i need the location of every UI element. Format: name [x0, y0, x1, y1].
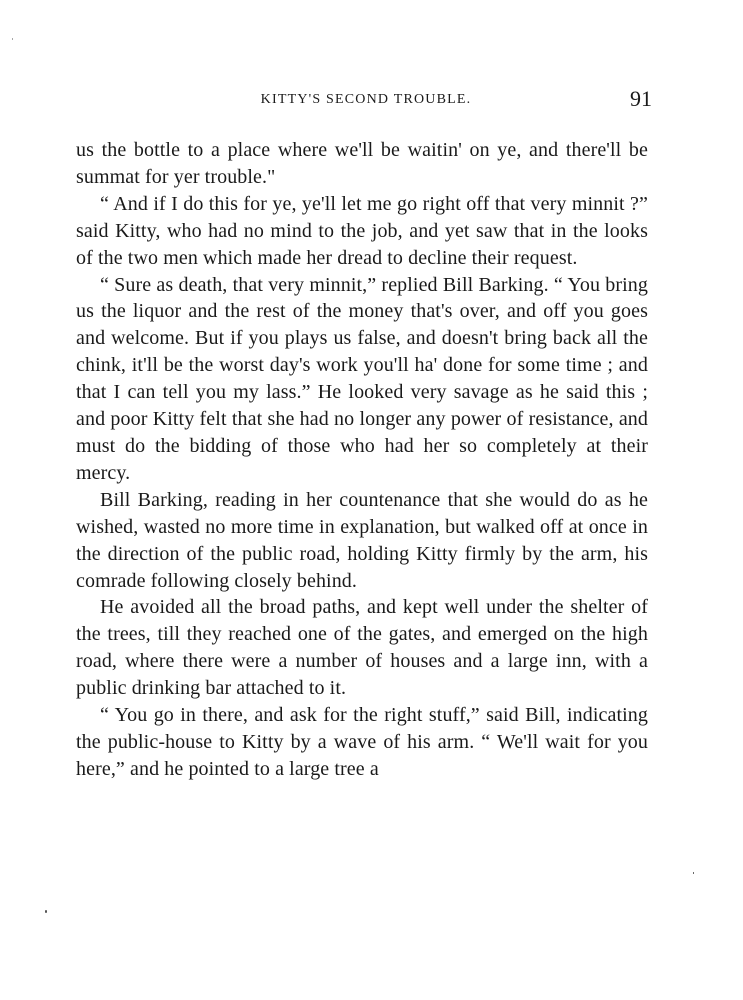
body-text	[76, 137, 648, 783]
paragraph: “ And if I do this for ye, ye'll let me go right off that very minnit ?” said Kitty, who had no mind to the job, and yet saw that in the looks of the two men which made her dread to decline their request.	[76, 192, 648, 269]
paper-speck	[12, 38, 13, 40]
paragraph: Bill Barking, reading in her countenance that she would do as he wished, wasted no more time in explanation, but walked off at once in the direction of the public road, holding Kitty firmly by the arm, his comrade following closely behind.	[76, 488, 648, 592]
running-title: KITTY'S SECOND TROUBLE.	[260, 92, 472, 107]
paragraph: He avoided all the broad paths, and kept well under the shelter of the trees, till they reached one of the gates, and emerged on the high road, where there were a number of houses and a large inn, with a public drinking bar attached to it.	[76, 596, 648, 700]
paper-speck	[45, 910, 47, 913]
page-number: 91	[630, 86, 652, 111]
paper-speck	[693, 872, 694, 874]
paragraph: “ Sure as death, that very minnit,” replied Bill Barking. “ You bring us the liquor and the rest of the money that's over, and off you goes and welcome. But if you plays us false, and doesn't bring back all the chink, it'll be the worst day's work you'll ha' done for some time ; and that I can tell you my lass.” He looked very savage as he said this ; and poor Kitty felt that she had no longer any power of resistance, and must do the bidding of those who had her so completely at their mercy.	[76, 273, 648, 484]
running-head	[76, 88, 656, 112]
paragraph-continuation: us the bottle to a place where we'll be waitin' on ye, and there'll be summat for yer trouble."	[76, 139, 648, 188]
paragraph: “ You go in there, and ask for the right stuff,” said Bill, indicating the public-house to Kitty by a wave of his arm. “ We'll wait for you here,” and he pointed to a large tree a	[76, 704, 648, 780]
